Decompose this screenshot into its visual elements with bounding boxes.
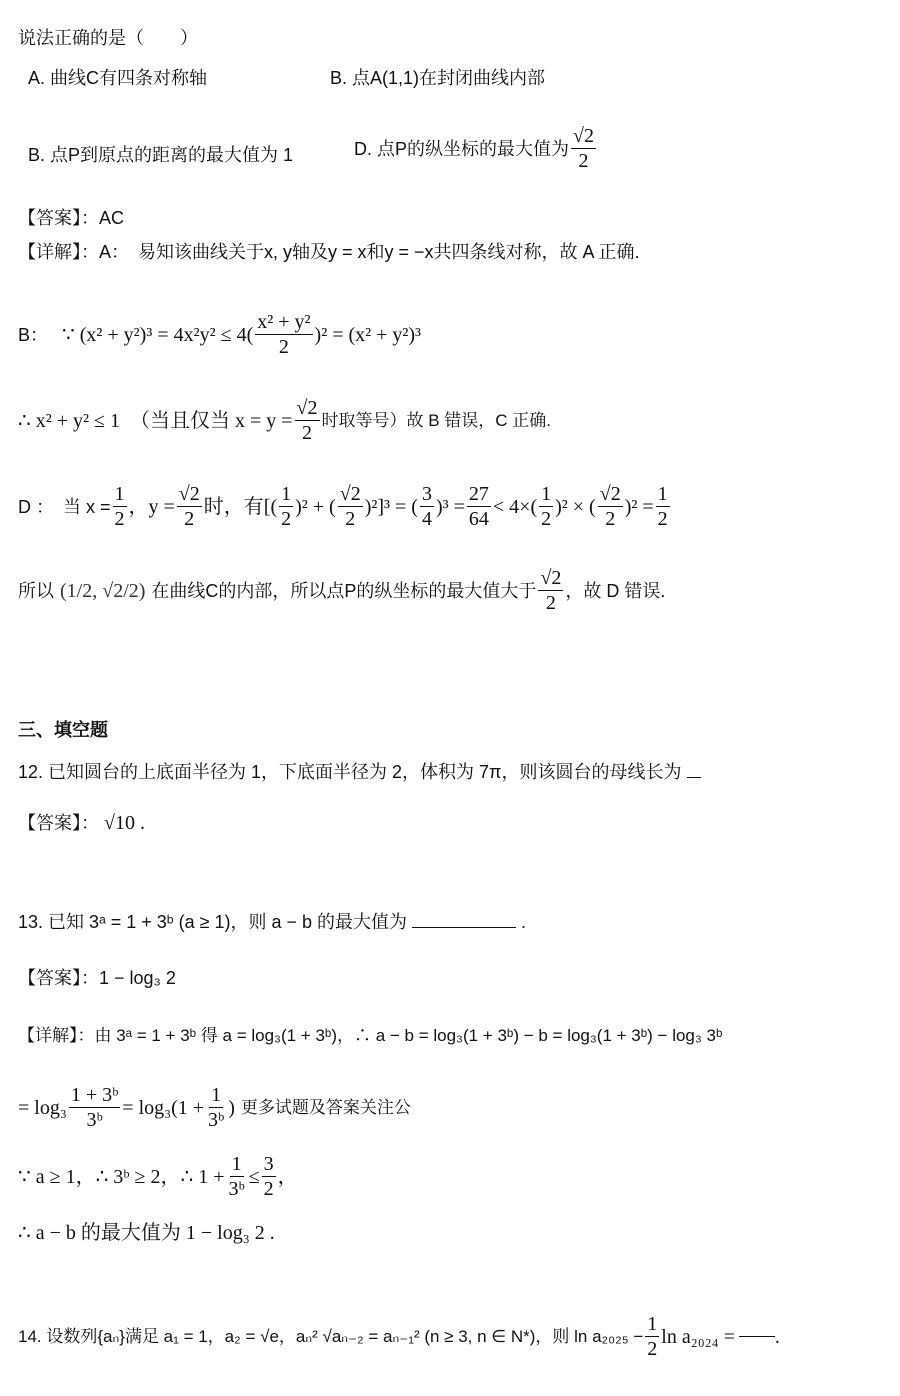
detail3-pre: ∵ a ≥ 1，∴ 3ᵇ ≥ 2，∴ 1 +	[18, 1165, 225, 1188]
q12-answer	[18, 811, 145, 835]
detail3-mid: ≤	[248, 1165, 260, 1188]
frac-den: 3ᵇ	[208, 1109, 225, 1131]
frac-den: 2	[345, 508, 356, 530]
frac-den: 2	[578, 150, 589, 172]
frac-num: √2	[540, 567, 562, 589]
frac-den: 2	[278, 336, 289, 358]
q12-answer-blank	[687, 777, 701, 778]
frac-den: 2	[263, 1178, 274, 1200]
q13-detail-2	[18, 1085, 411, 1130]
frac-num: x² + y²	[257, 311, 311, 333]
frac-sqrt2-half	[538, 568, 563, 613]
q11-detail-d	[18, 484, 672, 529]
frac-num: 1	[231, 1153, 242, 1175]
frac-one-half	[656, 484, 670, 529]
detail-d2-point: (1/2, √2/2)	[60, 579, 146, 602]
frac-num: √2	[599, 483, 621, 505]
q13-detail-3	[18, 1154, 298, 1199]
q12-stem-text: 12. 已知圆台的上底面半径为 1，下底面半径为 2，体积为 7π，则该圆台的母线长为	[18, 762, 682, 782]
detail-c-frac	[295, 398, 320, 443]
frac-num: √2	[339, 483, 361, 505]
detail-d-label: D ： 当 x =	[18, 496, 111, 517]
q14-stem-post: ln a₂₀₂₄ =	[661, 1325, 735, 1348]
frac-num: 3	[263, 1153, 274, 1175]
q11-option-d-text: D. 点P的纵坐标的最大值为	[354, 138, 570, 159]
q11-detail-c	[18, 398, 551, 443]
detail-d-expr: )² + (	[295, 495, 336, 518]
frac-num: √2	[296, 397, 318, 419]
detail-b-expr-pre: ∵ (x² + y²)³ = 4x²y² ≤ 4(	[62, 323, 254, 346]
frac-den: 2	[184, 508, 195, 530]
frac-den: 4	[421, 508, 432, 530]
detail2-pre: = log₃	[18, 1096, 67, 1119]
q11-option-b1: B. 点A(1,1)在封闭曲线内部	[330, 68, 546, 88]
detail3-frac2	[262, 1154, 276, 1199]
q11-answer: 【答案】：AC	[18, 208, 125, 228]
detail-b-frac	[255, 312, 312, 357]
q11-option-a: A. 曲线C有四条对称轴	[28, 68, 208, 88]
frac-num: 1	[281, 483, 292, 505]
frac-num: √2	[573, 125, 594, 147]
detail2-note: 更多试题及答案关注公	[240, 1097, 411, 1117]
detail-d-expr6: )² =	[624, 495, 654, 518]
frac-sqrt2-half	[598, 484, 623, 529]
q14-stem-end: .	[774, 1325, 780, 1348]
frac-one-half	[279, 484, 293, 529]
detail-d2-mid: 在曲线C的内部，所以点P的纵坐标的最大值大于	[151, 580, 537, 601]
detail-b-expr-post: )² = (x² + y²)³	[314, 323, 422, 346]
detail2-mid: = log₃(1 +	[122, 1096, 205, 1119]
q11-detail-d2	[18, 568, 665, 613]
detail-d-expr3: )³ =	[435, 495, 465, 518]
detail-d-expr5: )² × (	[555, 495, 596, 518]
frac-den: 3ᵇ	[86, 1109, 103, 1131]
q13-detail-1: 【详解】：由 3ᵃ = 1 + 3ᵇ 得 a = log₃(1 + 3ᵇ)，∴ a − b = log₃(1 + 3ᵇ) − b = log₃(1 + 3ᵇ) − log₃ 3ᵇ	[18, 1026, 723, 1045]
frac-num: 27	[468, 483, 489, 505]
frac-27-64	[467, 484, 491, 529]
frac-num: 1 + 3ᵇ	[70, 1084, 119, 1106]
frac-num: 1	[541, 483, 552, 505]
q13-stem-text: 13. 已知 3ᵃ = 1 + 3ᵇ (a ≥ 1)，则 a − b 的最大值为	[18, 912, 408, 932]
frac-den: 2	[281, 508, 292, 530]
frac-den: 2	[605, 508, 616, 530]
q13-stem	[18, 910, 526, 934]
q11-detail-a: 【详解】：A： 易知该曲线关于x, y轴及y = x和y = −x共四条线对称，故 A 正确.	[18, 242, 640, 262]
frac-num: √2	[178, 483, 200, 505]
detail-d2-post: ，故 D 错误.	[565, 580, 666, 601]
q13-answer: 【答案】：1 − log₃ 2	[18, 968, 176, 988]
frac-num: 1	[647, 1313, 658, 1335]
frac-three-quarters	[420, 484, 434, 529]
q12-stem	[18, 760, 701, 784]
detail3-post: ，	[277, 1165, 298, 1188]
frac-den: 2	[657, 508, 668, 530]
section-heading: 三、填空题	[18, 720, 108, 740]
q13-stem-end: .	[521, 912, 527, 932]
detail-d-expr4: < 4×(	[492, 495, 538, 518]
q14-stem	[18, 1314, 780, 1359]
q14-frac	[645, 1314, 659, 1359]
detail-b-label: B：	[18, 324, 49, 345]
detail-c-post: 时取等号）故 B 错误，C 正确.	[321, 410, 552, 430]
frac-den: 2	[114, 508, 125, 530]
detail-c-pre: ∴ x² + y² ≤ 1 （当且仅当 x = y =	[18, 409, 293, 432]
detail-d-mid1: ，y =	[128, 495, 175, 518]
frac-den: 3ᵇ	[228, 1178, 245, 1200]
q11-option-d	[354, 126, 598, 171]
q14-stem-text: 14. 设数列{aₙ}满足 a₁ = 1，a₂ = √e，aₙ² √aₙ₋₂ = aₙ₋₁² (n ≥ 3, n ∈ N*)，则 ln a₂₀₂₅ −	[18, 1326, 644, 1346]
frac-num: 1	[211, 1084, 222, 1106]
q13-answer-blank	[412, 927, 516, 928]
q11-detail-b	[18, 312, 421, 357]
q11-option-d-frac	[571, 126, 596, 171]
q13-detail-4: ∴ a − b 的最大值为 1 − log₃ 2 .	[18, 1222, 275, 1244]
detail2-post: )	[228, 1096, 235, 1119]
frac-num: 3	[421, 483, 432, 505]
frac-num: 1	[114, 483, 125, 505]
frac-den: 2	[647, 1338, 658, 1360]
detail-d-expr2: )²]³ = (	[364, 495, 418, 518]
q12-answer-label: 【答案】：	[18, 813, 99, 833]
frac-sqrt2-half	[338, 484, 363, 529]
frac-one-half	[539, 484, 553, 529]
q12-answer-value: √10 .	[104, 812, 145, 834]
detail-d2-pre: 所以	[18, 580, 54, 601]
q11-stem-tail: 说法正确的是（ ）	[18, 28, 198, 48]
frac-sqrt2-half	[177, 484, 202, 529]
frac-den: 2	[541, 508, 552, 530]
detail2-frac2	[206, 1085, 226, 1130]
frac-den: 64	[468, 508, 489, 530]
frac-one-half	[113, 484, 127, 529]
frac-num: 1	[657, 483, 668, 505]
q11-option-b2: B. 点P到原点的距离的最大值为 1	[28, 145, 294, 165]
frac-den: 2	[302, 422, 313, 444]
detail2-frac	[69, 1085, 120, 1130]
q14-answer-blank	[739, 1336, 775, 1337]
detail3-frac	[226, 1154, 246, 1199]
frac-den: 2	[545, 592, 556, 614]
detail-d-mid2: 时，有[(	[203, 495, 278, 518]
